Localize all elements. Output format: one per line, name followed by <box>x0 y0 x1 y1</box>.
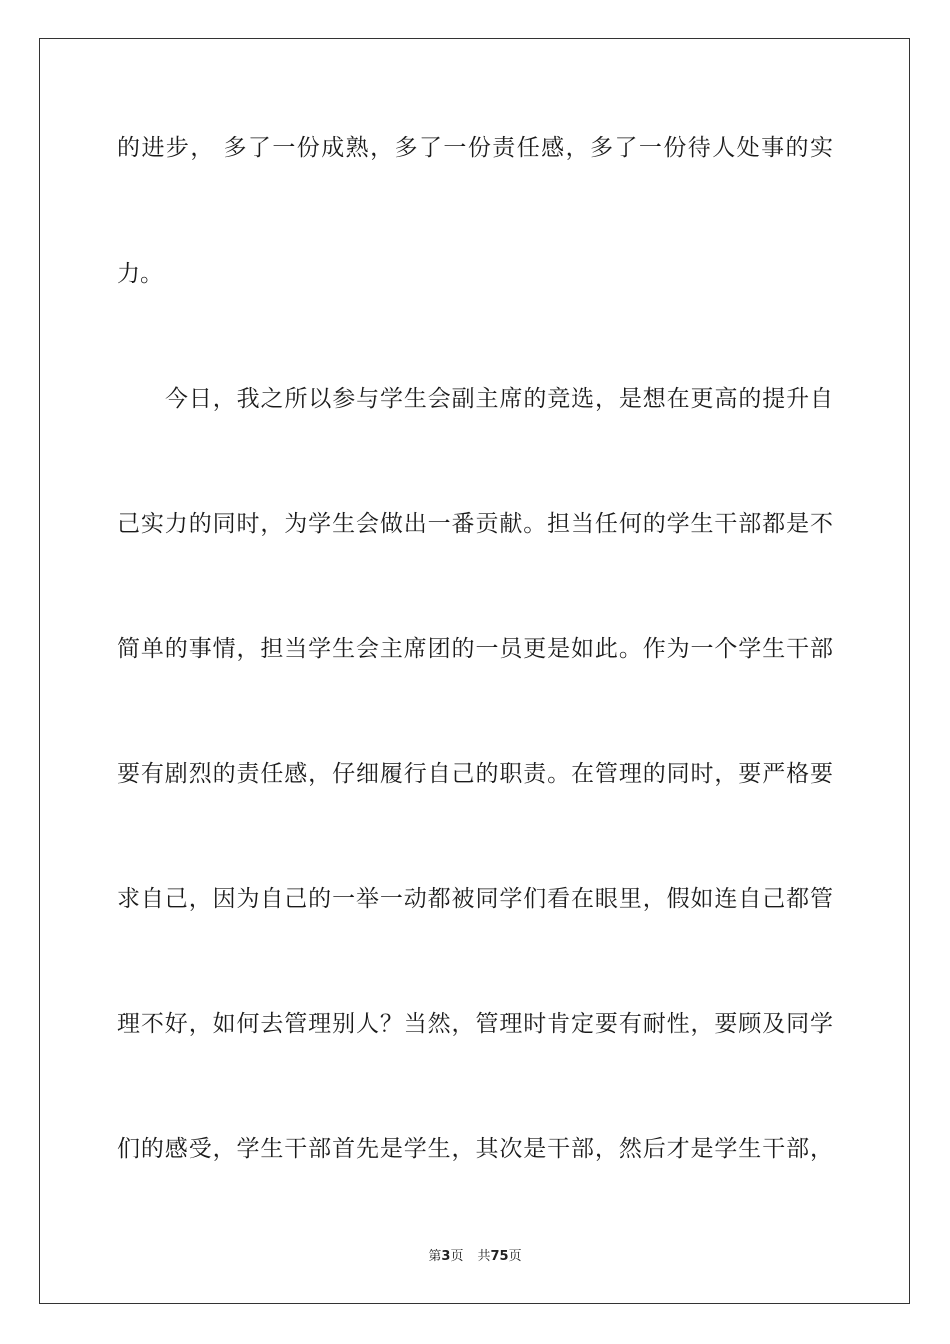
text-line: 要有剧烈的责任感，仔细履行自己的职责。在管理的同时，要严格要 <box>117 761 833 787</box>
page-border <box>39 38 910 1304</box>
total-prefix: 共 <box>477 1249 491 1264</box>
total-suffix: 页 <box>508 1249 522 1264</box>
text-line: 理不好，如何去管理别人？当然，管理时肯定要有耐性，要顾及同学 <box>117 1011 833 1037</box>
page-prefix: 第 <box>428 1249 442 1264</box>
text-line: 简单的事情，担当学生会主席团的一员更是如此。作为一个学生干部 <box>117 636 833 662</box>
page-footer <box>0 1248 950 1266</box>
text-line: 们的感受，学生干部首先是学生，其次是干部，然后才是学生干部， <box>117 1136 833 1162</box>
total-pages: 75 <box>490 1249 509 1264</box>
text-line: 己实力的同时，为学生会做出一番贡献。担当任何的学生干部都是不 <box>117 511 833 537</box>
text-line: 力。 <box>117 261 163 287</box>
text-line: 求自己，因为自己的一举一动都被同学们看在眼里，假如连自己都管 <box>117 886 833 912</box>
text-line: 的进步， 多了一份成熟，多了一份责任感，多了一份待人处事的实 <box>117 135 833 161</box>
page-suffix: 页 <box>450 1249 464 1264</box>
paragraph-first-line: 今日，我之所以参与学生会副主席的竞选，是想在更高的提升自 <box>165 386 833 412</box>
page-number: 3 <box>441 1249 451 1264</box>
